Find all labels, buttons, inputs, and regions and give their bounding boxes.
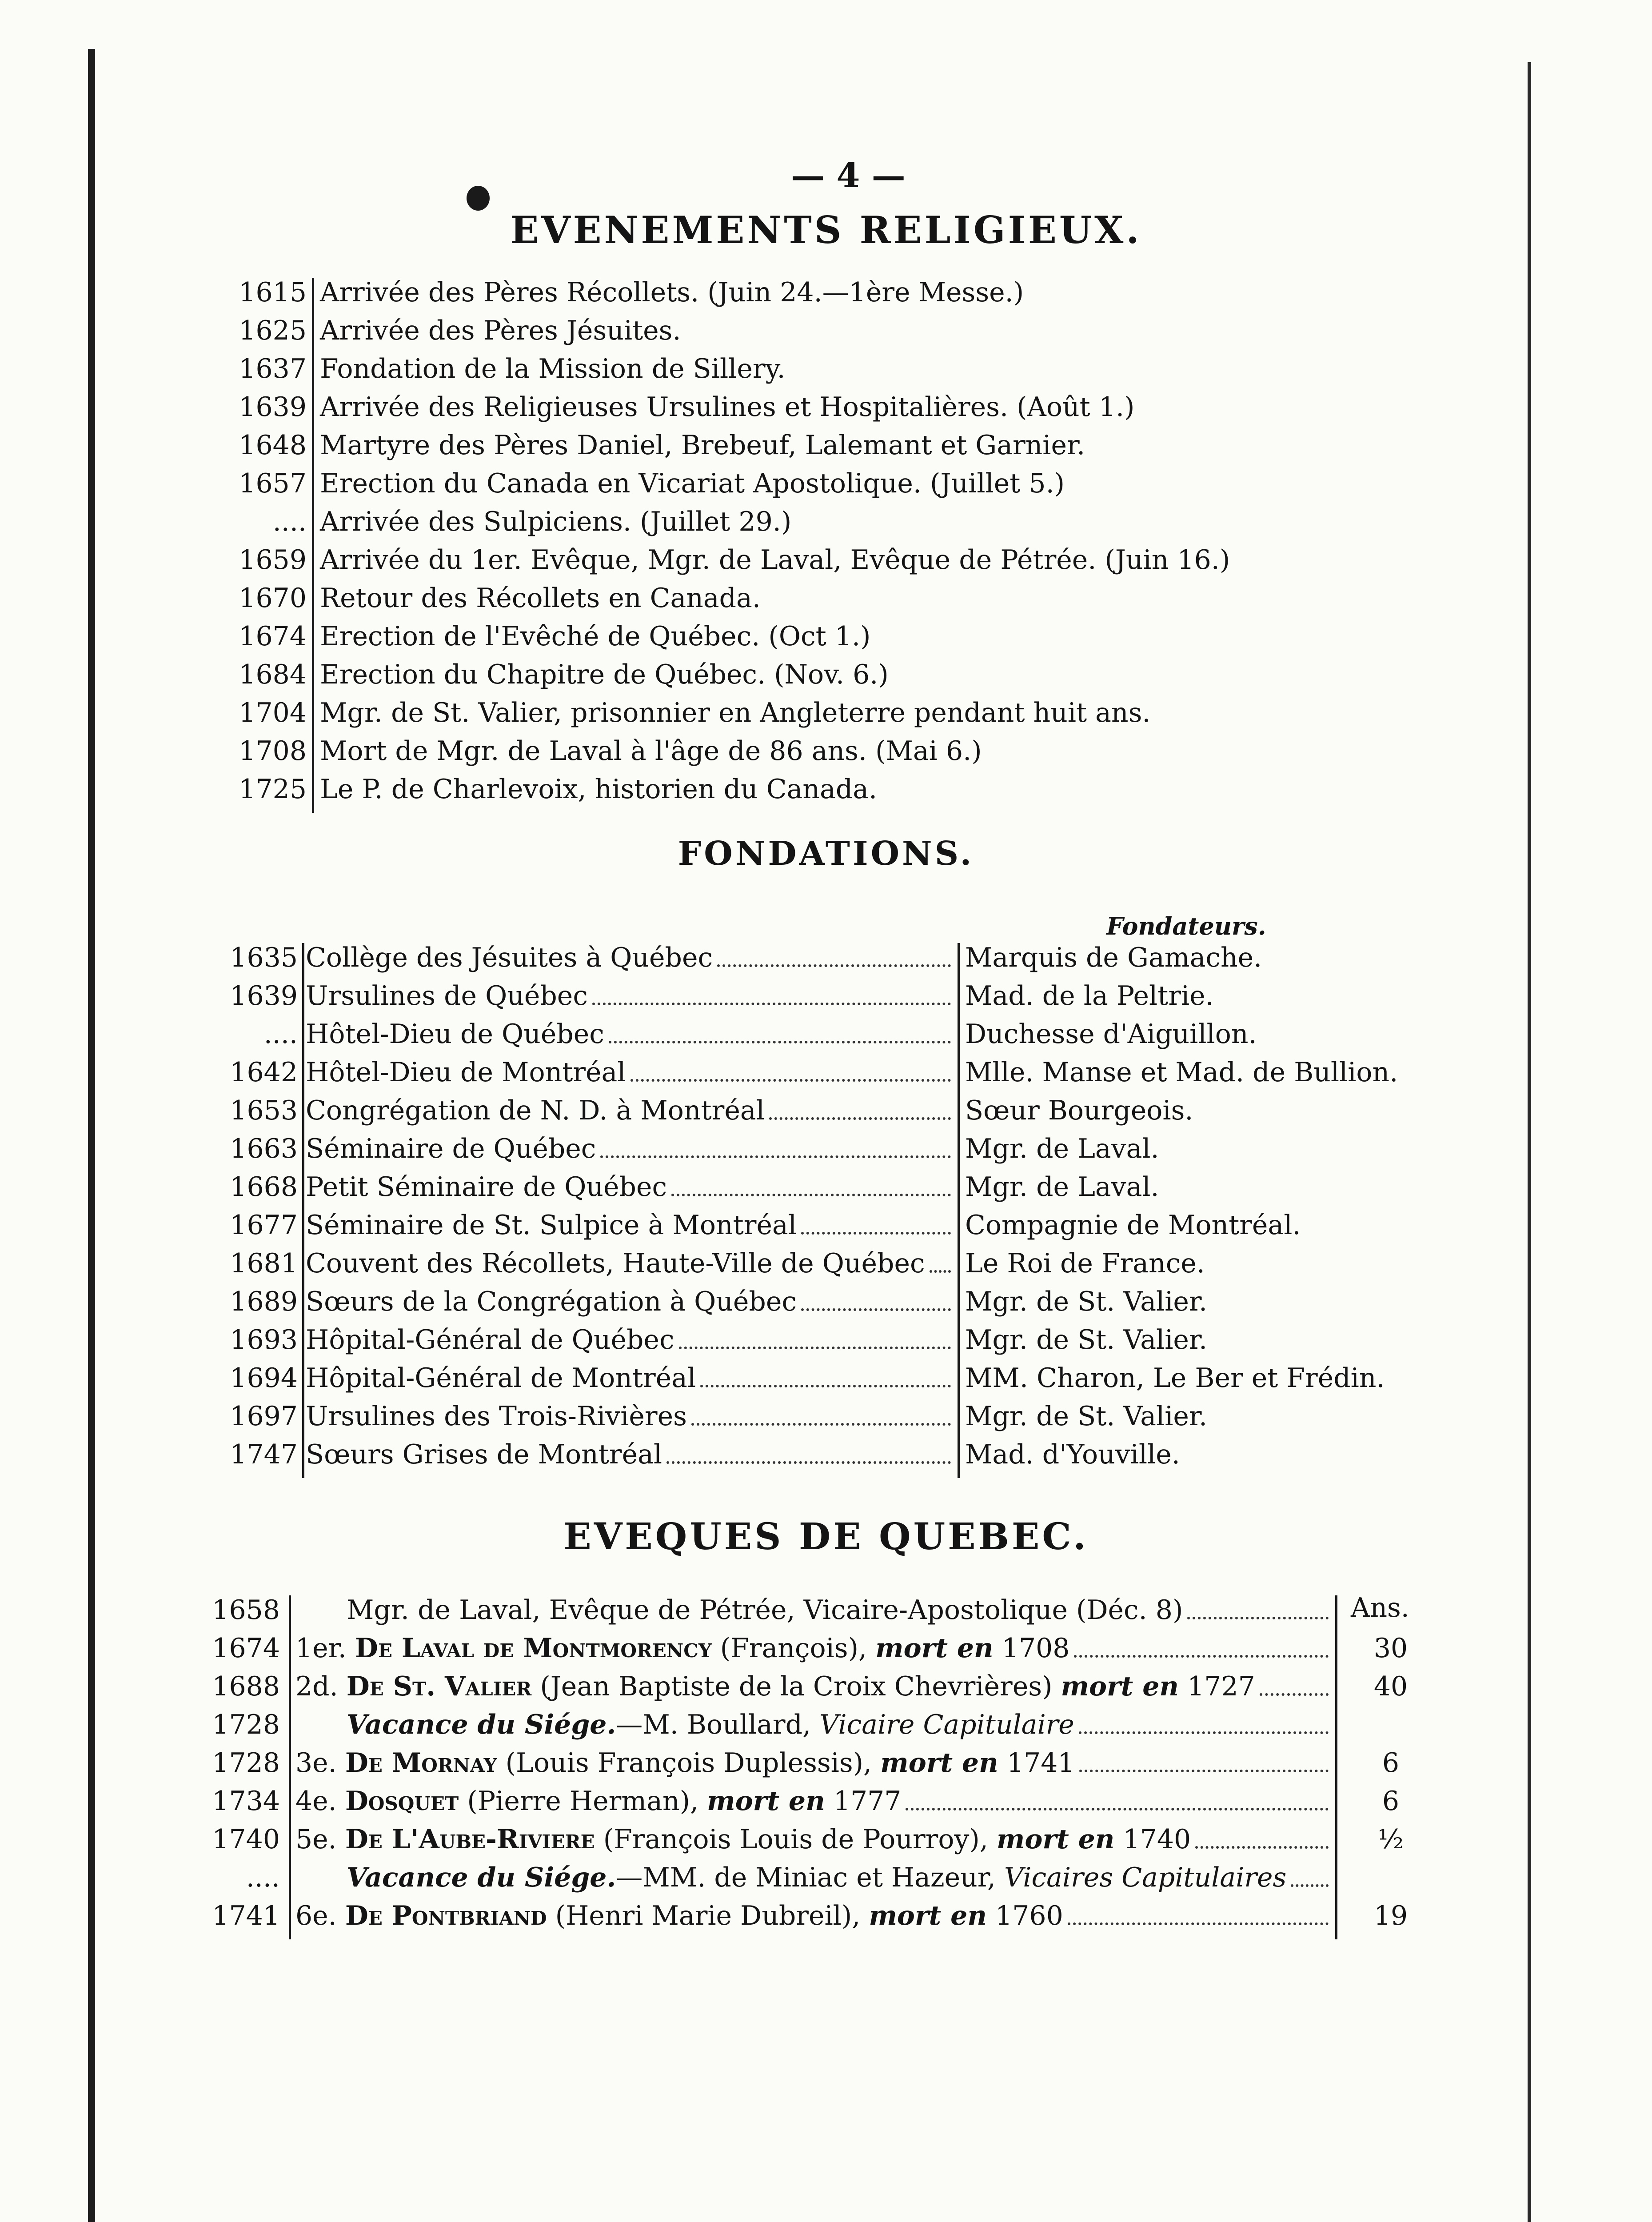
- foundation-name: Séminaire de St. Sulpice à Montréal: [306, 1210, 797, 1241]
- event-year: 1625: [239, 315, 307, 346]
- fondations-divider-left: [302, 943, 304, 1478]
- bishop-row: [0, 1820, 1652, 1858]
- event-year: 1684: [239, 659, 307, 690]
- leader-dots: [930, 1268, 951, 1273]
- event-year: ....: [272, 506, 307, 537]
- bishop-ordinal: 3e.: [295, 1747, 337, 1778]
- foundation-year: 1693: [230, 1324, 298, 1355]
- foundation-founder: Compagnie de Montréal.: [965, 1210, 1301, 1241]
- event-year: 1704: [239, 697, 307, 728]
- event-year: 1659: [239, 544, 307, 575]
- foundation-name: Collège des Jésuites à Québec: [306, 942, 713, 973]
- years-served: 30: [1373, 1633, 1408, 1664]
- bishop-detail: (Henri Marie Dubreil),: [555, 1900, 861, 1931]
- bishop-ordinal: 4e.: [295, 1786, 337, 1817]
- foundation-founder: Mgr. de Laval.: [965, 1133, 1159, 1164]
- foundation-founder: Marquis de Gamache.: [965, 942, 1262, 973]
- event-year: 1615: [239, 277, 307, 308]
- event-text: Arrivée des Religieuses Ursulines et Hospitalières. (Août 1.): [320, 392, 1135, 423]
- vicaire-label: Vicaires Capitulaires: [1004, 1862, 1287, 1893]
- death-year: 1727: [1187, 1671, 1255, 1702]
- foundation-row: [0, 1015, 1652, 1053]
- leader-dots: [1195, 1844, 1329, 1849]
- event-text: Arrivée des Pères Jésuites.: [320, 315, 681, 346]
- bishop-name: Dosquet: [345, 1786, 459, 1817]
- years-served: 6: [1382, 1786, 1400, 1817]
- mort-label: mort en: [880, 1747, 998, 1778]
- bishop-row: [0, 1744, 1652, 1782]
- event-text: Erection du Canada en Vicariat Apostolique. (Juillet 5.): [320, 468, 1065, 499]
- bishop-year: 1728: [212, 1709, 280, 1740]
- fondations-divider-right: [958, 943, 960, 1478]
- foundation-row: [0, 1359, 1652, 1397]
- foundation-name: Hôtel-Dieu de Montréal: [306, 1057, 626, 1088]
- leader-dots: [592, 1001, 951, 1005]
- leader-dots: [801, 1307, 951, 1311]
- foundation-year: ....: [263, 1019, 298, 1050]
- leader-dots: [630, 1077, 951, 1082]
- event-row: [0, 694, 1652, 732]
- foundation-row: [0, 1053, 1652, 1091]
- foundation-founder: MM. Charon, Le Ber et Frédin.: [965, 1363, 1385, 1394]
- bishop-ordinal: 6e.: [295, 1900, 337, 1931]
- foundation-founder: Mgr. de St. Valier.: [965, 1324, 1208, 1355]
- event-year: 1648: [239, 430, 307, 461]
- foundation-year: 1642: [230, 1057, 298, 1088]
- leader-dots: [671, 1192, 951, 1196]
- bishop-year: 1740: [212, 1824, 280, 1855]
- bishop-row: [0, 1591, 1652, 1629]
- foundation-founder: Mlle. Manse et Mad. de Bullion.: [965, 1057, 1398, 1088]
- foundation-year: 1681: [230, 1248, 298, 1279]
- bishop-line: [295, 1820, 1191, 1858]
- ink-blot: [467, 186, 490, 211]
- foundation-row: [0, 1130, 1652, 1168]
- bishop-row: [0, 1782, 1652, 1820]
- foundation-year: 1677: [230, 1210, 298, 1241]
- bishop-ordinal: 2d.: [295, 1671, 338, 1702]
- foundation-founder: Le Roi de France.: [965, 1248, 1205, 1279]
- bishop-detail: —MM. de Miniac et Hazeur,: [616, 1862, 996, 1893]
- foundation-year: 1747: [230, 1439, 298, 1470]
- foundation-founder: Mad. d'Youville.: [965, 1439, 1180, 1470]
- section-title-fondations: FONDATIONS.: [678, 835, 974, 873]
- event-row: [0, 655, 1652, 694]
- leader-dots: [1260, 1691, 1329, 1696]
- ans-header: Ans.: [1351, 1592, 1409, 1623]
- bishop-year: 1674: [212, 1633, 280, 1664]
- event-row: [0, 350, 1652, 388]
- mort-label: mort en: [996, 1824, 1115, 1855]
- eveques-divider-right: [1335, 1595, 1337, 1939]
- foundation-row: [0, 939, 1652, 977]
- leader-dots: [679, 1345, 951, 1349]
- bishop-detail: (Louis François Duplessis),: [505, 1747, 872, 1778]
- bishop-name: De Pontbriand: [345, 1900, 547, 1931]
- foundation-name: Couvent des Récollets, Haute-Ville de Québec: [306, 1248, 925, 1279]
- foundation-name: Hôtel-Dieu de Québec: [306, 1019, 604, 1050]
- page-number: — 4 —: [791, 156, 906, 195]
- leader-dots: [600, 1154, 951, 1158]
- foundation-row: [0, 1397, 1652, 1435]
- leader-dots: [1079, 1730, 1329, 1734]
- mort-label: mort en: [875, 1633, 994, 1664]
- foundation-row: [0, 1321, 1652, 1359]
- leader-dots: [700, 1383, 951, 1387]
- event-row: [0, 732, 1652, 770]
- section-title-eveques: EVEQUES DE QUEBEC.: [563, 1515, 1089, 1558]
- foundation-name: Sœurs de la Congrégation à Québec: [306, 1286, 797, 1317]
- foundation-founder: Duchesse d'Aiguillon.: [965, 1019, 1257, 1050]
- event-text: Arrivée du 1er. Evêque, Mgr. de Laval, Evêque de Pétrée. (Juin 16.): [320, 544, 1230, 575]
- foundation-row: [0, 1283, 1652, 1321]
- foundation-name: Séminaire de Québec: [306, 1133, 596, 1164]
- foundation-founder: Mgr. de Laval.: [965, 1171, 1159, 1203]
- bishop-detail: Mgr. de Laval, Evêque de Pétrée, Vicaire-Apostolique (Déc. 8): [347, 1595, 1183, 1626]
- foundation-name: Ursulines des Trois-Rivières: [306, 1401, 687, 1432]
- foundation-year: 1689: [230, 1286, 298, 1317]
- foundation-name: Sœurs Grises de Montréal: [306, 1439, 662, 1470]
- event-year: 1657: [239, 468, 307, 499]
- bishop-year: 1658: [212, 1595, 280, 1626]
- event-text: Mort de Mgr. de Laval à l'âge de 86 ans. (Mai 6.): [320, 735, 982, 767]
- mort-label: mort en: [707, 1786, 825, 1817]
- event-year: 1670: [239, 583, 307, 614]
- death-year: 1777: [833, 1786, 902, 1817]
- bishop-line: [295, 1629, 1069, 1667]
- founders-header: Fondateurs.: [1106, 912, 1266, 940]
- vacance-label: Vacance du Siége.: [347, 1862, 616, 1893]
- bishop-row: [0, 1897, 1652, 1935]
- event-row: [0, 464, 1652, 503]
- leader-dots: [1291, 1882, 1329, 1887]
- bishop-line: [295, 1744, 1075, 1782]
- event-year: 1637: [239, 353, 307, 384]
- mort-label: mort en: [869, 1900, 987, 1931]
- foundation-founder: Mad. de la Peltrie.: [965, 980, 1214, 1011]
- bishop-detail: (François Louis de Pourroy),: [603, 1824, 988, 1855]
- leader-dots: [1068, 1921, 1329, 1925]
- vicaire-label: Vicaire Capitulaire: [819, 1709, 1074, 1740]
- event-text: Retour des Récollets en Canada.: [320, 583, 761, 614]
- bishop-detail: (Jean Baptiste de la Croix Chevrières): [540, 1671, 1053, 1702]
- foundation-name: Hôpital-Général de Québec: [306, 1324, 674, 1355]
- bishop-year: 1688: [212, 1671, 280, 1702]
- event-text: Martyre des Pères Daniel, Brebeuf, Lalemant et Garnier.: [320, 430, 1085, 461]
- bishop-line: [295, 1782, 901, 1820]
- event-year: 1725: [239, 774, 307, 805]
- event-text: Arrivée des Sulpiciens. (Juillet 29.): [320, 506, 792, 537]
- event-row: [0, 503, 1652, 541]
- foundation-name: Hôpital-Général de Montréal: [306, 1363, 696, 1394]
- leader-dots: [1187, 1615, 1329, 1619]
- foundation-year: 1635: [230, 942, 298, 973]
- bishop-name: De L'Aube-Riviere: [345, 1824, 595, 1855]
- foundation-row: [0, 1244, 1652, 1283]
- years-served: 40: [1373, 1671, 1408, 1702]
- foundation-founder: Sœur Bourgeois.: [965, 1095, 1193, 1126]
- bishop-row: [0, 1858, 1652, 1897]
- leader-dots: [1079, 1768, 1329, 1772]
- death-year: 1740: [1123, 1824, 1191, 1855]
- leader-dots: [609, 1039, 951, 1043]
- foundation-name: Congrégation de N. D. à Montréal: [306, 1095, 765, 1126]
- bishop-name: De Mornay: [345, 1747, 497, 1778]
- bishop-row: [0, 1706, 1652, 1744]
- event-row: [0, 541, 1652, 579]
- event-row: [0, 312, 1652, 350]
- foundation-name: Petit Séminaire de Québec: [306, 1171, 667, 1203]
- foundation-row: [0, 1435, 1652, 1474]
- bishop-ordinal: 1er.: [295, 1633, 347, 1664]
- death-year: 1741: [1006, 1747, 1075, 1778]
- leader-dots: [666, 1459, 951, 1464]
- bishop-line: [295, 1897, 1063, 1935]
- bishop-line: [347, 1706, 1074, 1744]
- years-served: ½: [1377, 1824, 1404, 1855]
- foundation-year: 1668: [230, 1171, 298, 1203]
- bishop-row: [0, 1667, 1652, 1706]
- vacance-label: Vacance du Siége.: [347, 1709, 616, 1740]
- bishop-line: [347, 1591, 1183, 1629]
- bishop-year: 1728: [212, 1747, 280, 1778]
- event-text: Erection de l'Evêché de Québec. (Oct 1.): [320, 621, 871, 652]
- event-text: Erection du Chapitre de Québec. (Nov. 6.): [320, 659, 889, 690]
- bishop-year: 1741: [212, 1900, 280, 1931]
- event-row: [0, 617, 1652, 655]
- bishop-detail: (François),: [720, 1633, 867, 1664]
- leader-dots: [1074, 1653, 1329, 1658]
- foundation-row: [0, 1168, 1652, 1206]
- event-year: 1639: [239, 392, 307, 423]
- event-text: Mgr. de St. Valier, prisonnier en Angleterre pendant huit ans.: [320, 697, 1151, 728]
- leader-dots: [769, 1115, 951, 1120]
- bishop-name: De St. Valier: [346, 1671, 532, 1702]
- foundation-row: [0, 977, 1652, 1015]
- foundation-year: 1694: [230, 1363, 298, 1394]
- leader-dots: [801, 1230, 951, 1235]
- foundation-founder: Mgr. de St. Valier.: [965, 1401, 1208, 1432]
- foundation-year: 1663: [230, 1133, 298, 1164]
- bishop-name: De Laval de Montmorency: [355, 1633, 712, 1664]
- years-served: 6: [1382, 1747, 1400, 1778]
- bishop-line: [347, 1858, 1286, 1897]
- event-text: Arrivée des Pères Récollets. (Juin 24.—1ère Messe.): [320, 277, 1024, 308]
- foundation-founder: Mgr. de St. Valier.: [965, 1286, 1208, 1317]
- event-row: [0, 770, 1652, 808]
- foundation-year: 1639: [230, 980, 298, 1011]
- mort-label: mort en: [1061, 1671, 1179, 1702]
- death-year: 1708: [1002, 1633, 1070, 1664]
- bishop-year: 1734: [212, 1786, 280, 1817]
- event-row: [0, 273, 1652, 312]
- bishop-detail: (Pierre Herman),: [467, 1786, 699, 1817]
- bishop-detail: —M. Boullard,: [616, 1709, 811, 1740]
- bishop-year: ....: [246, 1862, 280, 1893]
- event-row: [0, 426, 1652, 464]
- bishop-line: [295, 1667, 1255, 1706]
- bishop-row: [0, 1629, 1652, 1667]
- event-text: Le P. de Charlevoix, historien du Canada.: [320, 774, 878, 805]
- leader-dots: [717, 963, 951, 967]
- leader-dots: [691, 1421, 951, 1426]
- section-title-religieux: EVENEMENTS RELIGIEUX.: [510, 208, 1142, 252]
- foundation-row: [0, 1091, 1652, 1130]
- leader-dots: [906, 1806, 1329, 1810]
- foundation-name: Ursulines de Québec: [306, 980, 588, 1011]
- event-row: [0, 579, 1652, 617]
- event-text: Fondation de la Mission de Sillery.: [320, 353, 786, 384]
- event-year: 1674: [239, 621, 307, 652]
- foundation-row: [0, 1206, 1652, 1244]
- years-served: 19: [1373, 1900, 1408, 1931]
- death-year: 1760: [995, 1900, 1063, 1931]
- religieux-divider: [312, 278, 314, 813]
- event-row: [0, 388, 1652, 426]
- foundation-year: 1697: [230, 1401, 298, 1432]
- foundation-year: 1653: [230, 1095, 298, 1126]
- eveques-divider-left: [289, 1595, 291, 1939]
- bishop-ordinal: 5e.: [295, 1824, 337, 1855]
- event-year: 1708: [239, 735, 307, 767]
